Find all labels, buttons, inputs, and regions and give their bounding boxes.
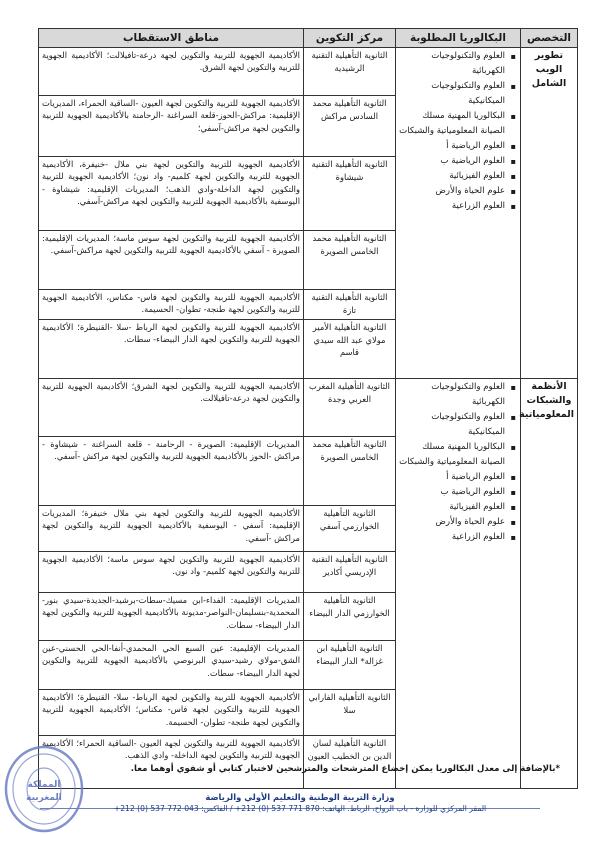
list-item: ▪ العلوم الرياضية ب	[399, 485, 505, 500]
list-item: ▪ العلوم الزراعية	[399, 530, 505, 545]
center-cell: الثانوية التأهيلية الخوارزمي الدار البيضاء	[304, 593, 396, 641]
list-item: ▪ العلوم الفيزيائية	[399, 500, 505, 515]
svg-text:المملكة: المملكة	[27, 780, 61, 790]
list-item: ▪ العلوم الفيزيائية	[399, 169, 505, 184]
center-cell: الثانوية التأهيلية ابن غزالة* الدار البيضاء	[304, 641, 396, 690]
header-center: مركز التكوين	[304, 29, 396, 48]
list-item: ▪ علوم الحياة والأرض	[399, 515, 505, 530]
header-regions: مناطق الاستقطاب	[39, 29, 304, 48]
regions-cell: الأكاديمية الجهوية للتربية والتكوين لجهة سوس ماسة؛ الأكاديمية الجهوية للتربية والتكوين لجهة كلميم- واد نون.	[39, 552, 304, 593]
list-item: ▪ البكالوريا المهنية مسلك الصيانة المعلومياتية والشبكات	[399, 109, 505, 139]
regions-cell: الأكاديمية الجهوية للتربية والتكوين لجهة العيون -الساقية الحمراء؛ الأكاديمية الجهوية للتربية والتكوين لجهة الداخلة- وادي الذهب.	[39, 736, 304, 789]
list-item: ▪ العلوم والتكنولوجيات الكهربائية	[399, 380, 505, 410]
ministry-name: وزارة التربية الوطنية والتعليم الأولي والرياضة	[205, 792, 395, 802]
regions-cell: المديريات الإقليمية: الفداء-ابن مسيك-سطات-برشيد-الجديدة-سيدي بنور-المحمدية-بنسليمان-النواصر-مديونة بالأكاديمية الجهوية للتربية والتكوين لجهة الدار البيضاء- سطات.	[39, 593, 304, 641]
regions-cell: الأكاديمية الجهوية للتربية والتكوين لجهة العيون -الساقية الحمراء، المديريات الإقليمية: مراكش-الحوز-قلعة السراغنة -الرحامنة بالأكاديمية الجهوية للتربية والتكوين لجهة مراكش-آسفي؛	[39, 96, 304, 157]
requirements-table	[38, 28, 578, 789]
list-item: ▪ العلوم والتكنولوجيات الكهربائية	[399, 49, 505, 79]
list-item: ▪ العلوم والتكنولوجيات الميكانيكية	[399, 79, 505, 109]
list-item: ▪ البكالوريا المهنية مسلك الصيانة المعلومياتية والشبكات	[399, 440, 505, 470]
center-cell: الثانوية التأهيلية التقنية الرشيدية	[304, 48, 396, 96]
list-item: ▪ علوم الحياة والأرض	[399, 184, 505, 199]
specialty-networks-cell: الأنظمة والشبكات المعلومياتية	[521, 379, 578, 789]
header-specialty: التخصص	[521, 29, 578, 48]
header-bac: البكالوريا المطلوبة	[396, 29, 521, 48]
list-item: ▪ العلوم الرياضية أ	[399, 470, 505, 485]
center-cell: الثانوية التأهيلية محمد الخامس الصويرة	[304, 231, 396, 290]
center-cell: الثانوية التأهيلية محمد الخامس الصويرة	[304, 437, 396, 506]
bac-list	[399, 49, 517, 214]
regions-cell: الأكاديمية الجهوية للتربية والتكوين لجهة الرباط -سلا -القنيطرة؛ الأكاديمية الجهوية للتربية والتكوين لجهة الدار البيضاء- سطات.	[39, 320, 304, 379]
footnote: *بالإضافة إلى معدل البكالوريا يمكن إخضاع المترشحات والمترشحين لاختبار كتابي أو شفوي أوهما معا.	[130, 764, 560, 774]
regions-cell: الأكاديمية الجهوية للتربية والتكوين لجهة بني ملال خنيفرة؛ المديريات الإقليمية: آسفي - اليوسفية بالأكاديمية الجهوية للتربية والتكوين لجهة مراكش -آسفي.	[39, 506, 304, 552]
center-cell: الثانوية التأهيلية التقنية الإدريسي أكادير	[304, 552, 396, 593]
ministry-footer	[40, 792, 560, 813]
table-row	[39, 379, 578, 437]
svg-text:المغربية: المغربية	[26, 793, 62, 803]
regions-cell: الأكاديمية الجهوية للتربية والتكوين لجهة درعة-تافيلالت؛ الأكاديمية الجهوية للتربية والتكوين لجهة الشرق.	[39, 48, 304, 96]
list-item: ▪ العلوم الرياضية أ	[399, 139, 505, 154]
regions-cell: الأكاديمية الجهوية للتربية والتكوين لجهة فاس- مكناس، الأكاديمية الجهوية للتربية والتكوين لجهة طنجة- تطوان- الحسيمة.	[39, 290, 304, 320]
ministry-address: المقر المركزي للوزارة - باب الرواح، الرباط. الهاتف: 870 771 537 (0) 212+ / الفاكس: 043 772 537 (0) 212+	[113, 804, 487, 813]
table-header-row	[39, 29, 578, 48]
regions-cell: المديريات الإقليمية: عين السبع الحي المحمدي-أنفا-الحي الحسني-عين الشق-مولاي رشيد-سيدي البرنوصي بالأكاديمية الجهوية للتربية والتكوين لجهة الدار البيضاء- سطات.	[39, 641, 304, 690]
center-cell: الثانوية التأهيلية التقنية شيشاوة	[304, 157, 396, 231]
official-seal-icon	[2, 742, 86, 836]
center-cell: الثانوية التأهيلية التقنية تازة	[304, 290, 396, 320]
regions-cell: الأكاديمية الجهوية للتربية والتكوين لجهة الرباط- سلا- القنيطرة؛ الأكاديمية الجهوية للتربية والتكوين لجهة فاس- مكناس؛ الأكاديمية الجهوية للتربية والتكوين لجهة طنجة- تطوان- الحسيمة.	[39, 690, 304, 736]
list-item: ▪ العلوم الزراعية	[399, 199, 505, 214]
bac-list-cell	[396, 379, 521, 789]
list-item: ▪ العلوم الرياضية ب	[399, 154, 505, 169]
center-cell: الثانوية التأهيلية الأمير مولاي عبد الله سيدي قاسم	[304, 320, 396, 379]
center-cell: الثانوية التأهيلية لسان الدين بن الخطيب العيون	[304, 736, 396, 789]
regions-cell: الأكاديمية الجهوية للتربية والتكوين لجهة بني ملال -خنيفرة، الأكاديمية الجهوية للتربية والتكوين لجهة كلميم- واد نون؛ الأكاديمية الجهوية للتربية والتكوين لجهة الداخلة-وادي الذهب؛ المديريات الإقليمية: شيشاوة - اليوسفية بالأكاديمية الجهوية للتربية والتكوين لجهة مراكش-آسفي.	[39, 157, 304, 231]
center-cell: الثانوية التأهيلية محمد السادس مراكش	[304, 96, 396, 157]
center-cell: الثانوية التأهيلية الخوارزمي آسفي	[304, 506, 396, 552]
center-cell: الثانوية التأهيلية الفارابي سلا	[304, 690, 396, 736]
list-item: ▪ العلوم والتكنولوجيات الميكانيكية	[399, 410, 505, 440]
bac-list-cell	[396, 48, 521, 379]
regions-cell: الأكاديمية الجهوية للتربية والتكوين لجهة الشرق؛ الأكاديمية الجهوية للتربية والتكوين لجهة درعة-تافيلالت.	[39, 379, 304, 437]
specialty-web-cell: تطوير الويب الشامل	[521, 48, 578, 379]
center-cell: الثانوية التأهيلية المغرب العربي وجدة	[304, 379, 396, 437]
regions-cell: الأكاديمية الجهوية للتربية والتكوين لجهة سوس ماسة؛ المديريات الإقليمية: الصويرة - آسفي بالأكاديمية الجهوية للتربية والتكوين لجهة مراكش-آسفي.	[39, 231, 304, 290]
bac-list	[399, 380, 517, 545]
table-row	[39, 48, 578, 96]
regions-cell: المديريات الإقليمية: الصويرة - الرحامنة - قلعة السراغنة - شيشاوة - مراكش -الحوز بالأكاديمية الجهوية للتربية والتكوين لجهة مراكش -آسفي.	[39, 437, 304, 506]
